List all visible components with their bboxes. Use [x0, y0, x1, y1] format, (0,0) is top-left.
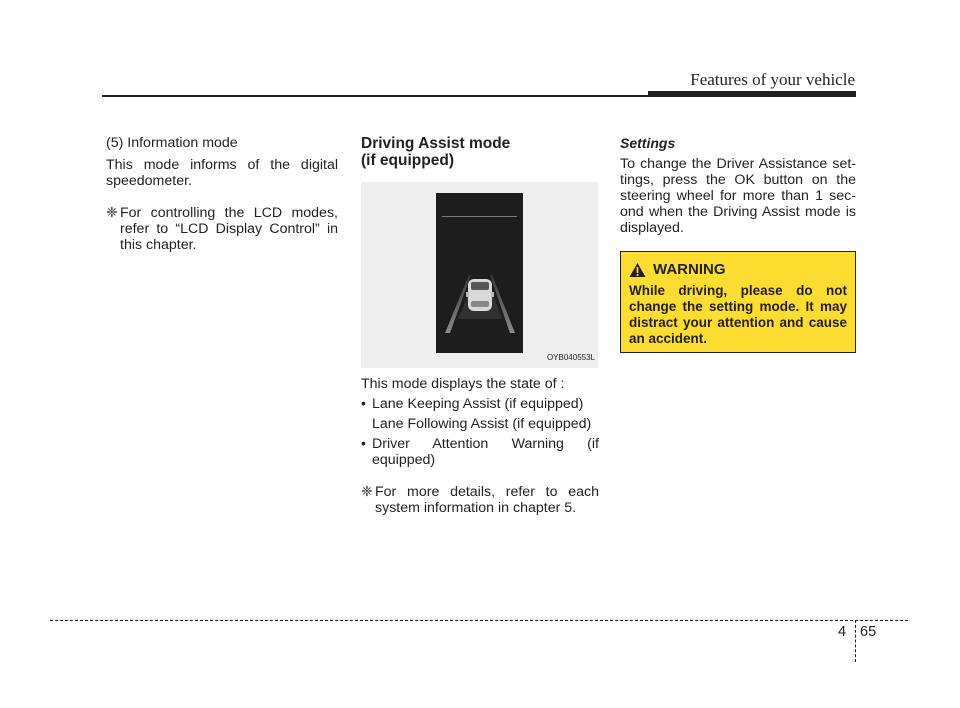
header-rule-accent — [648, 91, 856, 97]
information-mode-heading: (5) Information mode — [106, 135, 238, 151]
cluster-display-image — [436, 193, 523, 353]
warning-text: While driving, please do not change the setting mode. It may distract your attention and cause an accident. — [629, 283, 847, 346]
header-rule — [102, 95, 648, 97]
details-note-text: For more details, refer to each system information in chapter 5. — [375, 484, 599, 516]
warning-title: WARNING — [653, 261, 726, 278]
lcd-note — [106, 205, 338, 253]
bullet-subline: Lane Following Assist (if equipped) — [372, 416, 592, 432]
header-title: Features of your vehicle — [690, 70, 855, 89]
bullet-text: Driver Attention Warning (if equipped) — [372, 436, 599, 468]
bullet-item — [361, 396, 599, 412]
warning-triangle-icon — [629, 262, 646, 278]
warning-header — [629, 262, 847, 278]
bullet-dot: • — [361, 396, 366, 412]
note-mark-icon: ❈ — [106, 205, 118, 221]
bullet-text: Lane Keeping Assist (if equipped) — [372, 396, 584, 412]
details-note — [361, 484, 599, 516]
bullet-item — [361, 436, 599, 468]
driving-assist-figure — [361, 182, 598, 368]
column-settings — [620, 135, 856, 353]
car-lane-icon — [436, 193, 523, 353]
footer-divider — [855, 620, 856, 662]
driving-assist-intro: This mode displays the state of : — [361, 376, 565, 392]
figure-code: OYB040553L — [546, 353, 595, 362]
settings-body: To change the Driver Assistance set-tings, press the OK button on the steering wheel for more than 1 sec-ond when the Driving Assist mode is displayed. — [620, 156, 856, 236]
section-title-line1: Driving Assist mode — [361, 135, 511, 152]
bullet-dot: • — [361, 436, 366, 452]
column-information-mode — [106, 135, 338, 253]
section-title — [361, 135, 599, 169]
settings-title: Settings — [620, 135, 676, 151]
note-mark-icon: ❈ — [361, 484, 373, 500]
lcd-note-text: For controlling the LCD modes, refer to “LCD Display Control” in this chapter. — [120, 205, 338, 253]
page-number: 65 — [860, 624, 877, 640]
chapter-number: 4 — [838, 624, 847, 640]
footer-rule — [50, 620, 908, 621]
column-driving-assist — [361, 135, 599, 516]
information-mode-body: This mode informs of the digital speedometer. — [106, 157, 338, 189]
section-title-line2: (if equipped) — [361, 152, 454, 169]
warning-box — [620, 251, 856, 353]
